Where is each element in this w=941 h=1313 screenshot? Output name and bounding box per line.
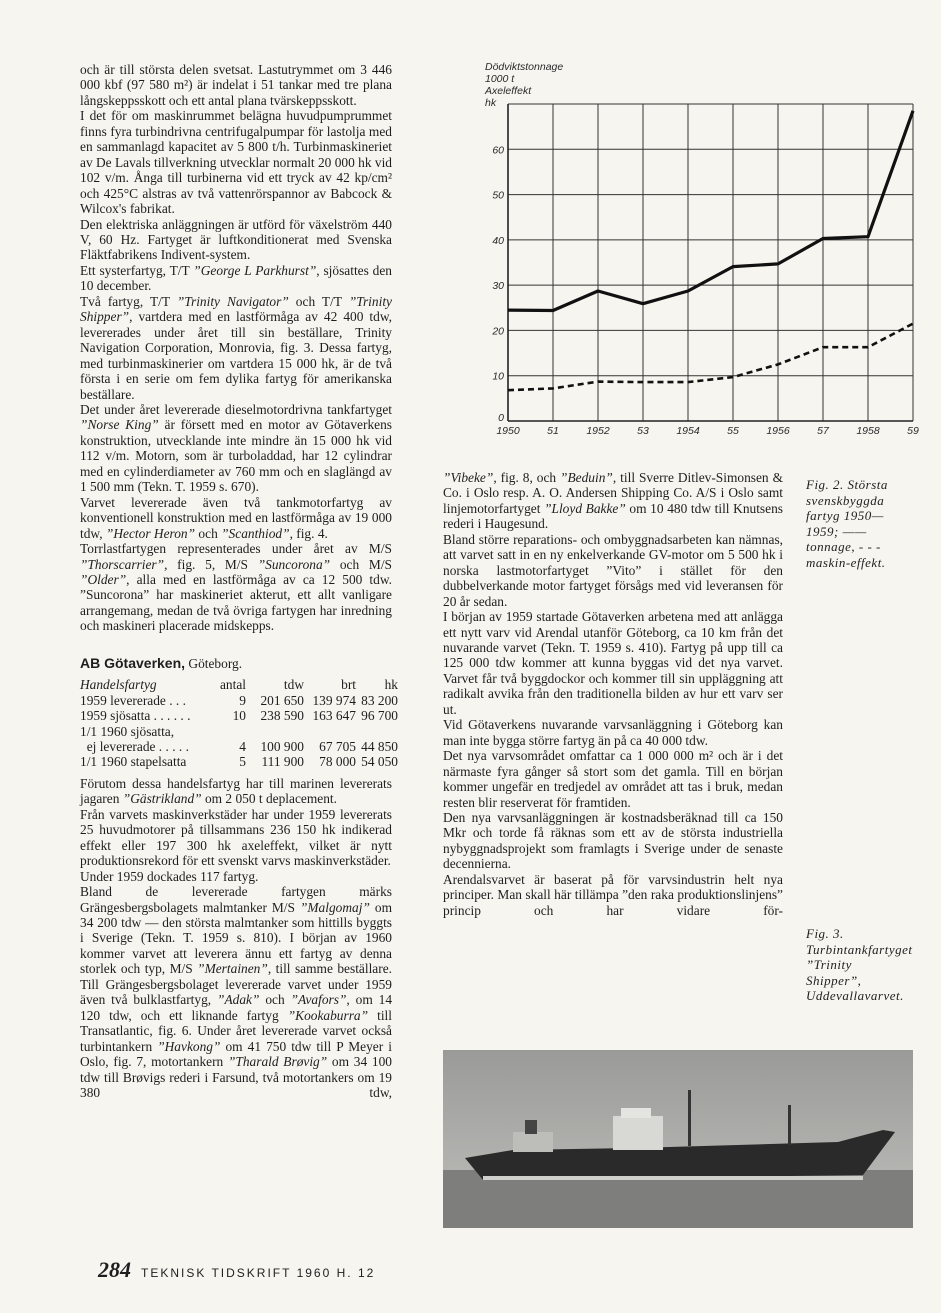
page-number: 284 — [98, 1257, 131, 1282]
ship-name: ”Mertainen” — [197, 961, 268, 977]
x-tick-label: 55 — [727, 425, 739, 437]
left-column — [80, 62, 398, 1100]
text-run: Ett systerfartyg, T/T — [80, 262, 194, 278]
text-run: Det under året levererade dieselmotordrivna tankfartyget — [80, 401, 392, 417]
page-footer — [98, 1257, 375, 1283]
table-cell: 1959 levererade . . . — [80, 692, 186, 708]
table-cell: ej levererade . . . . . — [80, 739, 189, 755]
journal-name: TEKNISK TIDSKRIFT 1960 H. 12 — [141, 1266, 376, 1280]
table-cell: 96 700 — [361, 708, 398, 724]
text-run: Bland större reparations- och ombyggnadsarbeten kan nämnas, att varvet satt in en ny enkelverkande GV-motor om 5 500 hk i norska lastmotorfartyget ”Vito” i stället för den dubbelverkande motor fartyget försågs med vid leveransen för 20 år sedan. — [443, 531, 783, 609]
table-header-cell: Handelsfartyg — [80, 677, 157, 693]
table-cell: 4 — [239, 739, 246, 755]
table-cell: 201 650 — [260, 692, 304, 708]
text-run: , fig. 4. — [289, 525, 328, 541]
table-row — [80, 708, 398, 723]
paragraph — [443, 470, 783, 532]
ship-name: ”Avafors” — [290, 992, 347, 1008]
table-cell: 238 590 — [260, 708, 304, 724]
table-cell: 1/1 1960 stapelsatta — [80, 754, 187, 770]
ship-name: ”Thorscarrier” — [80, 556, 165, 572]
table-row — [80, 754, 398, 769]
table-cell: 163 647 — [312, 708, 356, 724]
section-city: Göteborg. — [188, 655, 243, 671]
table-cell — [356, 724, 398, 739]
table-cell: 10 — [232, 708, 246, 724]
table-header-cell: hk — [384, 677, 398, 693]
text-run: , vartdera med en lastförmåga av 42 400 tdw, levererades under året till sin beställare, Trinity Navigation Corporation, Monrovia, fig. 3. Dessa fartyg, med turbinmaskinerier om vartdera 15 000 hk, är de två första i en serie om fem dylika fartyg för amerikanska beställare. — [80, 309, 392, 402]
paragraph — [80, 869, 392, 884]
series-line-tonnage — [508, 111, 913, 311]
ship-name: ”Malgomaj” — [299, 899, 370, 915]
text-run: Vid Götaverkens nuvarande varvsanläggning i Göteborg kan man inte bygga större fartyg än på ca 40 000 tdw. — [443, 717, 783, 748]
x-tick-label: 1950 — [496, 425, 520, 437]
section-heading-row — [80, 656, 392, 671]
paragraph — [80, 541, 392, 634]
text-run: I det för om maskinrummet belägna huvudpumprummet finns fyra turbindrivna centrifugalpumpar för lastolja med en sammanlagd kapacitet av 5 800 t/h. Turbinmaskineriet av De Lavals tillverkning utvecklar normalt 20 000 hk vid 102 v/m. Ånga till turbinerna vid ett tryck av 42 kp/cm² och 425°C alstras av två vattenrörspannor av Babcock & Wilcox's fabrikat. — [80, 108, 392, 217]
table-cell — [304, 724, 356, 739]
paragraph — [443, 872, 783, 918]
x-tick-label: 51 — [547, 425, 559, 437]
x-tick-label: 59 — [907, 425, 919, 437]
table-cell: 78 000 — [319, 754, 356, 770]
ship-name: ”Trinity Navigator” — [176, 293, 289, 309]
table-cell: 54 050 — [361, 754, 398, 770]
y-tick-label: 10 — [492, 370, 504, 383]
x-tick-label: 1952 — [586, 425, 610, 437]
table-header-row — [80, 677, 398, 692]
left-paragraphs-before — [80, 62, 392, 634]
text-run: och är till största delen svetsat. Lastutrymmet om 3 446 000 kbf (97 580 m²) är indelat i 51 tankar med tre plana långskeppsskott och ett antal plana tvärskeppsskott. — [80, 62, 392, 108]
table-cell: 5 — [239, 754, 246, 770]
ship-name: ”Norse King” — [80, 417, 159, 433]
y-tick-label: 20 — [492, 325, 504, 338]
text-run: Varvet levererade även två tankmotorfartyg av konventionell konstruktion med en lastförmåga av 19 000 tdw, — [80, 494, 392, 541]
ship-name: ”Havkong” — [157, 1038, 221, 1054]
table-cell: 111 900 — [261, 754, 304, 770]
ship-name: ”Suncorona” — [257, 556, 331, 572]
ship-name: ”Trinity Shipper” — [80, 293, 392, 325]
ship-name: ”Older” — [80, 571, 127, 587]
ship-name: ”Vibeke” — [443, 470, 494, 485]
text-run: om 34 100 tdw till Brøvigs rederi i Farsund, två motortankers om 19 380 tdw, — [80, 1054, 392, 1100]
table-header-cell: brt — [341, 677, 356, 693]
ship-name: ”George L Parkhurst” — [193, 262, 317, 278]
series-line-maskineffekt — [508, 324, 913, 391]
ship-name: ”Tharald Brøvig” — [227, 1054, 328, 1070]
paragraph — [80, 294, 392, 402]
table-header-cell: tdw — [283, 677, 304, 693]
text-run: om 2 050 t deplacement. — [201, 791, 337, 807]
paragraph — [443, 717, 783, 748]
table-cell: 67 705 — [319, 739, 356, 755]
ship-name: ”Adak” — [217, 992, 260, 1008]
table-cell: 9 — [239, 692, 246, 708]
text-run: och T/T — [288, 293, 349, 309]
paragraph — [80, 402, 392, 495]
text-run: Den nya varvsanläggningen är kostnadsberäknad till ca 150 Mkr och torde få räknas som ett av de största industriella nybyggnadsprojekt som framlagts i Sverige under de senaste decennierna. — [443, 809, 783, 872]
x-tick-label: 1958 — [856, 425, 880, 437]
y-tick-label: 0 — [498, 412, 504, 424]
table-body — [80, 693, 398, 770]
paragraph — [80, 263, 392, 294]
paragraph — [80, 807, 392, 869]
text-run: och M/S — [330, 556, 392, 572]
text-run: om 41 750 tdw till P Meyer i Oslo, fig. 7, motortankern — [80, 1038, 392, 1070]
text-run: Förutom dessa handelsfartyg har till marinen levererats jagaren — [80, 775, 392, 807]
text-run: I början av 1959 startade Götaverken arbetena med att anlägga ett nytt varv vid Arendal utanför Göteborg, ca 10 km från det nuvarande varvet (Tekn. T. 1959 s. 410). Fartyg på upp till ca 125 000 tdw kommer att kunna byggas vid det nya varvet. Varvet får två byggdockor och kommer till sin uppläggning att radikalt avvika från den traditionella bilden av hur ett varv ser ut. — [443, 609, 783, 717]
ship-name: ”Lloyd Bakke” — [544, 500, 626, 516]
table-cell: 100 900 — [260, 739, 304, 755]
text-run: Under 1959 dockades 117 fartyg. — [80, 868, 259, 884]
text-run: , sjösattes den 10 december. — [80, 262, 392, 294]
paragraph — [80, 495, 392, 541]
figure-3-caption: Fig. 3. Turbintankfartyget ”Trinity Shipper”, Uddevallavarvet. — [806, 926, 913, 1003]
y-tick-label: 40 — [492, 234, 504, 247]
text-run: Det nya varvsområdet omfattar ca 1 000 000 m² och är i det närmaste fyra gånger så stort som det gamla. Till en början kommer ungefär en tredjedel av området att tas i bruk, medan resten blir reserverat för framtiden. — [443, 748, 783, 810]
paragraph — [80, 776, 392, 807]
table-row — [80, 724, 398, 739]
ship-name: ”Gästrikland” — [122, 791, 202, 807]
y-axis-label: hk — [485, 97, 497, 109]
y-axis-label: 1000 t — [485, 73, 515, 85]
y-axis-label: Axeleffekt — [485, 85, 532, 97]
text-run: , fig. 8, och — [493, 470, 561, 485]
text-run: Två fartyg, T/T — [80, 293, 177, 309]
text-run: och — [195, 525, 222, 541]
text-run: om 10 480 tdw till Knutsens rederi i Haugesund. — [443, 500, 783, 532]
figure-2-caption: Fig. 2. Största svenskbyggda fartyg 1950—1959; —— tonnage, - - - maskin-effekt. — [806, 477, 888, 570]
ship-name: ”Scanthiod” — [221, 525, 290, 541]
x-tick-label: 1956 — [766, 425, 790, 437]
ship-name: ”Kookaburra” — [287, 1007, 369, 1023]
table-cell: 44 850 — [361, 739, 398, 755]
text-run: Från varvets maskinverkstäder har under 1959 levererats 25 huvudmotorer på tillsammans 236 150 hk indikerad effekt eller 197 300 hk axeleffekt, vilket är nytt produktionsrekord för ett svenskt varvs maskinverkstäder. — [80, 806, 392, 869]
table-row — [80, 739, 398, 754]
text-run: , fig. 5, M/S — [164, 556, 258, 572]
paragraph — [443, 748, 783, 810]
x-tick-label: 53 — [637, 425, 649, 437]
paragraph — [80, 108, 392, 216]
table-cell: 139 974 — [312, 692, 356, 708]
y-axis-label: Dödviktstonnage — [485, 61, 564, 73]
paragraph — [80, 217, 392, 263]
text-run: om 34 200 tdw — den största malmtanker som hittills byggts i Sverige (Tekn. T. 1959 s. 810). I början av 1960 kommer varvet att leverera ännu ett fartyg av denna storlek och typ, M/S — [80, 899, 392, 977]
text-run: Den elektriska anläggningen är utförd för växelström 440 V, 60 Hz. Fartyget är luftkonditionerat med Svenska Fläktfabrikens Indivent-system. — [80, 216, 392, 263]
text-run: Arendalsvarvet är baserat på för varvsindustrin helt nya principer. Man skall här tillämpa ”den raka produktionslinjens” princip och har vidare för- — [443, 871, 783, 918]
ship-photo — [443, 1050, 913, 1228]
y-tick-label: 60 — [492, 144, 504, 157]
text-run: , till Sverre Ditlev-Simonsen & Co. i Oslo resp. A. O. Andersen Shipping Co. A/S i Oslo samt linjemotorfartyget — [443, 470, 783, 516]
table-row — [80, 693, 398, 708]
production-table — [80, 677, 398, 770]
left-paragraphs-after — [80, 776, 392, 1101]
y-tick-label: 50 — [492, 189, 504, 202]
paragraph — [80, 884, 392, 1100]
text-run: och — [259, 992, 291, 1008]
table-cell: 1/1 1960 sjösatta, — [80, 723, 175, 739]
table-cell: 1959 sjösatta . . . . . . — [80, 708, 191, 724]
text-run: Torrlastfartygen representerades under året av M/S — [80, 541, 392, 557]
y-tick-label: 30 — [492, 280, 504, 293]
x-tick-label: 1954 — [676, 425, 700, 437]
table-cell — [208, 724, 246, 739]
paragraph — [443, 532, 783, 609]
x-tick-label: 57 — [817, 425, 829, 437]
ship-name: ”Hector Heron” — [105, 525, 196, 541]
text-run: , alla med en lastförmåga av ca 12 500 tdw. ”Suncorona” har maskineriet akterut, ett allt vanligare arrangemang, medan de två övriga fartygen har inredning och maskineri placerade midskepps. — [80, 571, 392, 634]
text-run: Bland de levererade fartygen märks Grängesbergsbolagets malmtanker M/S — [80, 884, 392, 915]
paragraph — [443, 810, 783, 872]
text-run: till Transatlantic, fig. 6. Under året levererade varvet också turbintankern — [80, 1007, 392, 1054]
table-header-cell: antal — [219, 677, 246, 693]
text-run: är försett med en motor av Götaverkens konstruktion, utvecklande inte mindre än 15 000 hk vid 112 v/m. Motorn, som är turboladdad, har 12 cylindrar med en cylinderdiameter av 760 mm och en slaglängd av 1 500 mm (Tekn. T. 1959 s. 670). — [80, 417, 392, 495]
ship-name: ”Beduin” — [560, 470, 613, 485]
text-run: , om 14 120 tdw, och ett liknande fartyg — [80, 992, 393, 1023]
section-heading: AB Götaverken, — [80, 654, 186, 671]
right-column — [443, 470, 783, 918]
paragraph — [80, 62, 392, 108]
text-run: , till samme beställare. Till Grängesbergsbolaget levererade varvet under 1959 även två bulklastfartyg, — [80, 961, 392, 1008]
paragraph — [443, 609, 783, 717]
table-cell — [246, 724, 304, 739]
table-cell: 83 200 — [361, 692, 398, 708]
